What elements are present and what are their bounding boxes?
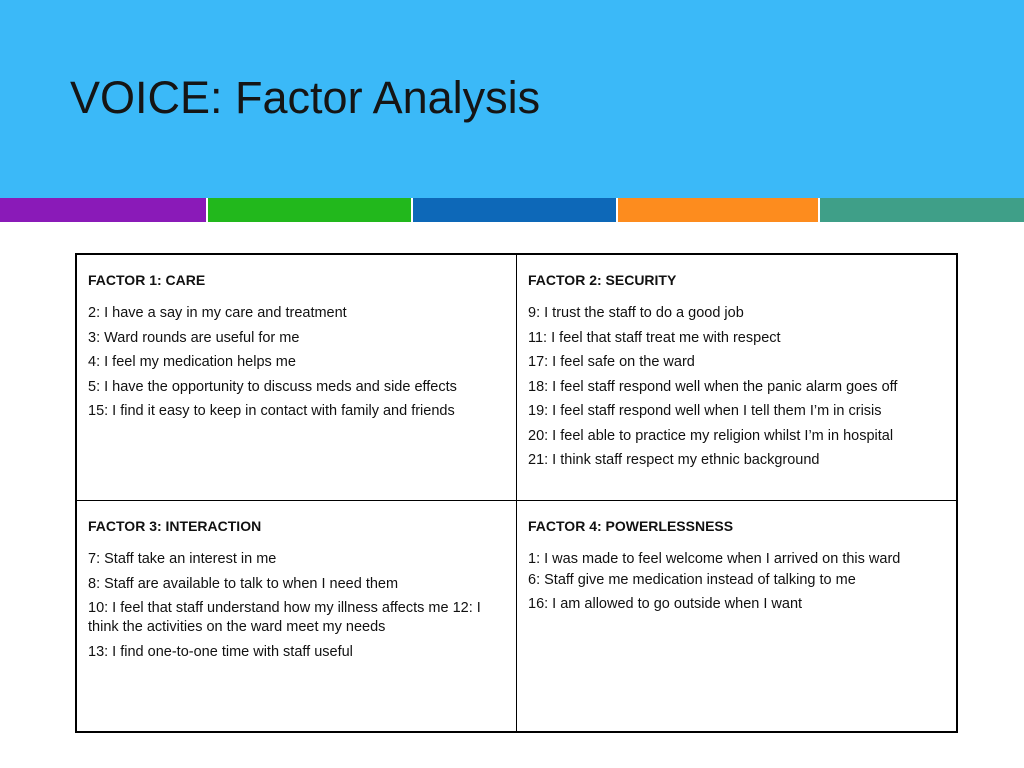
- factor-item: 17: I feel safe on the ward: [528, 354, 695, 370]
- factor-item: 20: I feel able to practice my religion whilst I’m in hospital: [528, 427, 894, 444]
- factor-item: 8: Staff are available to talk to when I need them: [88, 575, 399, 592]
- factor-item: 4: I feel my medication helps me: [88, 354, 296, 370]
- factor-item: 21: I think staff respect my ethnic background: [528, 452, 820, 468]
- factor-item: 15: I find it easy to keep in contact with family and friends: [88, 403, 455, 419]
- factor-title: FACTOR 1: CARE: [88, 272, 206, 288]
- factor-cell-care: [77, 255, 517, 501]
- factor-item: 18: I feel staff respond well when the panic alarm goes off: [528, 378, 898, 395]
- factor-item: 16: I am allowed to go outside when I want: [528, 596, 803, 612]
- stripe-green: [206, 198, 411, 222]
- factor-item: 7: Staff take an interest in me: [88, 551, 277, 567]
- factor-cell-security: [517, 255, 956, 501]
- stripe-purple: [0, 198, 206, 222]
- factor-title: FACTOR 2: SECURITY: [528, 272, 677, 288]
- factor-cell-powerlessness: [517, 501, 956, 731]
- factor-title: FACTOR 3: INTERACTION: [88, 518, 262, 534]
- stripe-orange: [616, 198, 818, 222]
- factor-item: 5: I have the opportunity to discuss meds and side effects: [88, 378, 457, 395]
- stripe-blue: [411, 198, 616, 222]
- factor-item: 6: Staff give me medication instead of talking to me: [528, 571, 856, 588]
- factor-item: 10: I feel that staff understand how my illness affects me 12: I think the activities on the ward meet my needs: [88, 600, 481, 635]
- slide-title: VOICE: Factor Analysis: [70, 72, 541, 123]
- header-band: [0, 0, 1024, 198]
- factor-item: 11: I feel that staff treat me with respect: [528, 329, 781, 346]
- color-stripe-bar: [0, 198, 1024, 222]
- factor-cell-interaction: [77, 501, 517, 731]
- factor-item: 13: I find one-to-one time with staff useful: [88, 643, 353, 660]
- factor-title: FACTOR 4: POWERLESSNESS: [528, 518, 734, 534]
- stripe-teal: [818, 198, 1024, 222]
- factor-table: [75, 253, 958, 733]
- factor-item: 19: I feel staff respond well when I tell them I’m in crisis: [528, 403, 882, 419]
- factor-item: 3: Ward rounds are useful for me: [88, 329, 300, 346]
- factor-item: 1: I was made to feel welcome when I arrived on this ward: [528, 551, 901, 567]
- factor-item: 2: I have a say in my care and treatment: [88, 305, 347, 321]
- factor-item: 9: I trust the staff to do a good job: [528, 305, 744, 321]
